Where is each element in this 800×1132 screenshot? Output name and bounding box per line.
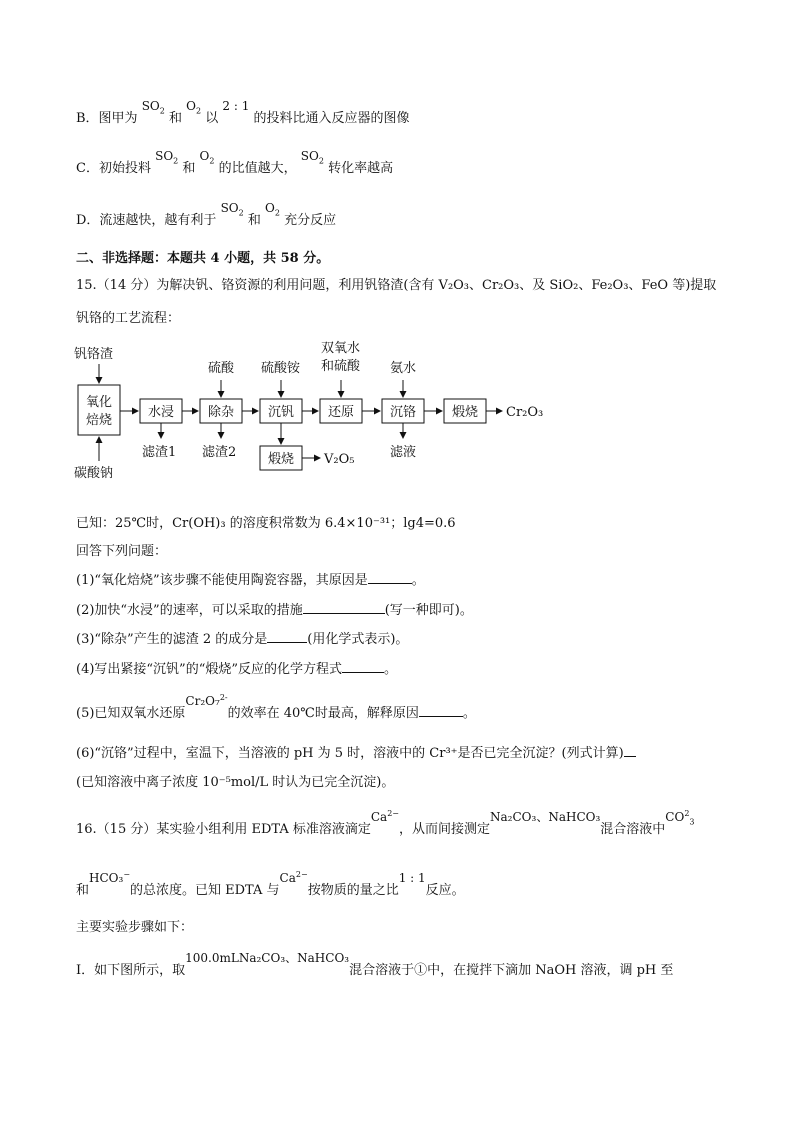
q15-answer-prompt: 回答下列问题： — [76, 544, 168, 559]
so2-formula-b: SO — [300, 149, 319, 163]
and-text: 和 — [247, 213, 261, 228]
output-residue-1: 滤渣1 — [142, 445, 177, 460]
o2-formula: O — [199, 149, 210, 163]
q15-sub6: (6)“沉铬”过程中，室温下，当溶液的 pH 为 5 时，溶液中的 Cr³⁺是否已完全沉淀？(列式计算) — [76, 744, 636, 764]
bicarbonate-ion: HCO₃ — [89, 871, 124, 885]
option-c-suffix: 转化率越高 — [328, 161, 394, 176]
dichromate-formula: Cr₂O₇ — [185, 694, 220, 708]
o2-formula: O — [265, 201, 275, 215]
box-oxidation-label-2: 焙烧 — [86, 413, 113, 428]
yi-text: 以 — [205, 111, 219, 126]
product-cr2o3: Cr₂O₃ — [506, 405, 544, 420]
output-residue-2: 滤渣2 — [202, 445, 237, 460]
so2-formula: SO — [141, 99, 160, 113]
q15-sub4: (4)写出紧接“沉钒”的“煅烧”反应的化学方程式 。 — [76, 662, 398, 677]
q15-sub2: (2)加快“水浸”的速率，可以采取的措施 (写一种即可)。 — [76, 603, 473, 618]
box-purify-label: 除杂 — [208, 405, 235, 420]
ratio-1-1: 1 : 1 — [398, 871, 426, 885]
answer-blank[interactable] — [267, 630, 307, 643]
section-heading: 二、非选择题：本题共 4 小题，共 58 分。 — [76, 251, 330, 266]
sample-formula: 100.0mLNa₂CO₃、NaHCO₃ — [185, 951, 350, 965]
answer-blank[interactable] — [419, 704, 463, 717]
box-calcine-label: 煅烧 — [452, 405, 479, 420]
answer-blank[interactable] — [342, 660, 384, 673]
q15-sub5: (5)已知双氧水还原Cr₂O₇$^{2-}$的效率在 40℃时最高，解释原因 。 — [76, 693, 476, 721]
option-b-suffix: 的投料比通入反应器的图像 — [253, 111, 410, 126]
option-c: C．初始投料 $SO_2$ 和 $O_2$ 的比值越大， $SO_2$ 转化率越高 — [76, 149, 394, 176]
q16-step1: Ⅰ．如下图所示，取100.0mLNa₂CO₃、NaHCO₃混合溶液于①中，在搅拌下滴加 NaOH 溶液，调 pH 至 — [76, 951, 674, 978]
q15-line1: 15.（14 分）为解决钒、铬资源的利用问题，利用钒铬渣(含有 V₂O₃、Cr₂O₃、及 SiO₂、Fe₂O₃、FeO 等)提取 — [76, 278, 717, 293]
output-filtrate: 滤液 — [390, 445, 417, 460]
o2-formula: O — [186, 99, 196, 113]
box-reduce-label: 还原 — [328, 405, 355, 420]
answer-blank[interactable] — [624, 744, 636, 757]
q15-sub3: (3)“除杂”产生的滤渣 2 的成分是 (用化学式表示)。 — [76, 632, 409, 647]
process-flow-diagram — [68, 336, 568, 486]
box-cr-precip-label: 沉铬 — [390, 405, 417, 420]
so2-formula: SO — [220, 201, 239, 215]
box-water-leach-label: 水浸 — [148, 405, 175, 420]
q16-line2: 和HCO₃−的总浓度。已知 EDTA 与$Ca^{2-}$按物质的量之比1 : 1反应。 — [76, 870, 465, 898]
bottom-input-label: 碳酸钠 — [74, 466, 114, 481]
reagent-h2o2: 双氧水 — [321, 341, 361, 356]
box-calcine-v-label: 煅烧 — [268, 452, 295, 467]
so2-formula: SO — [155, 149, 174, 163]
ratio-text: 2 : 1 — [222, 99, 250, 113]
reagent-ammonium-sulfate: 硫酸铵 — [261, 361, 301, 376]
option-b-prefix: B．图甲为 — [76, 111, 138, 126]
q16-line1: 16.（15 分）某实验小组利用 EDTA 标准溶液滴定$Ca^{2-}$，从而间接测定Na₂CO₃、NaHCO₃混合溶液中$CO^2_3$ — [76, 809, 695, 837]
answer-blank[interactable] — [303, 601, 385, 614]
product-v2o5: V₂O₅ — [324, 452, 355, 467]
box-oxidation-label-1: 氧化 — [86, 395, 113, 410]
option-c-prefix: C．初始投料 — [76, 161, 151, 176]
option-b: B．图甲为 $SO_2$ 和 $O_2$ 以 2 : 1 的投料比通入反应器的图像 — [76, 99, 410, 126]
reagent-h2o2-acid: 和硫酸 — [321, 359, 361, 374]
and-text: 和 — [182, 161, 196, 176]
option-c-mid: 的比值越大， — [218, 161, 297, 176]
q15-sub1: (1)“氧化焙烧”该步骤不能使用陶瓷容器，其原因是 。 — [76, 573, 425, 588]
and-text: 和 — [169, 111, 183, 126]
option-d-suffix: 充分反应 — [284, 213, 337, 228]
calcium-ion-2: Ca — [279, 871, 296, 885]
flow-start-label: 钒铬渣 — [74, 347, 114, 362]
q15-line2: 钒铬的工艺流程： — [76, 311, 181, 326]
option-d-prefix: D．流速越快，越有利于 — [76, 213, 217, 228]
reagent-sulfuric-acid: 硫酸 — [208, 361, 235, 376]
carbonate-ion: CO — [665, 810, 685, 824]
answer-blank[interactable] — [368, 571, 412, 584]
option-d: D．流速越快，越有利于 $SO_2$ 和 $O_2$ 充分反应 — [76, 201, 337, 228]
q15-sub6-note: (已知溶液中离子浓度 10⁻⁵mol/L 时认为已完全沉淀)。 — [76, 775, 395, 790]
box-v-precip-label: 沉钒 — [268, 405, 295, 420]
calcium-ion: Ca — [370, 810, 388, 824]
reagent-ammonia: 氨水 — [390, 361, 417, 376]
salt-formulas: Na₂CO₃、NaHCO₃ — [490, 810, 601, 824]
q15-known: 已知：25℃时，Cr(OH)₃ 的溶度积常数为 6.4×10⁻³¹；lg4=0.6 — [76, 516, 456, 531]
q16-steps-heading: 主要实验步骤如下： — [76, 920, 194, 935]
